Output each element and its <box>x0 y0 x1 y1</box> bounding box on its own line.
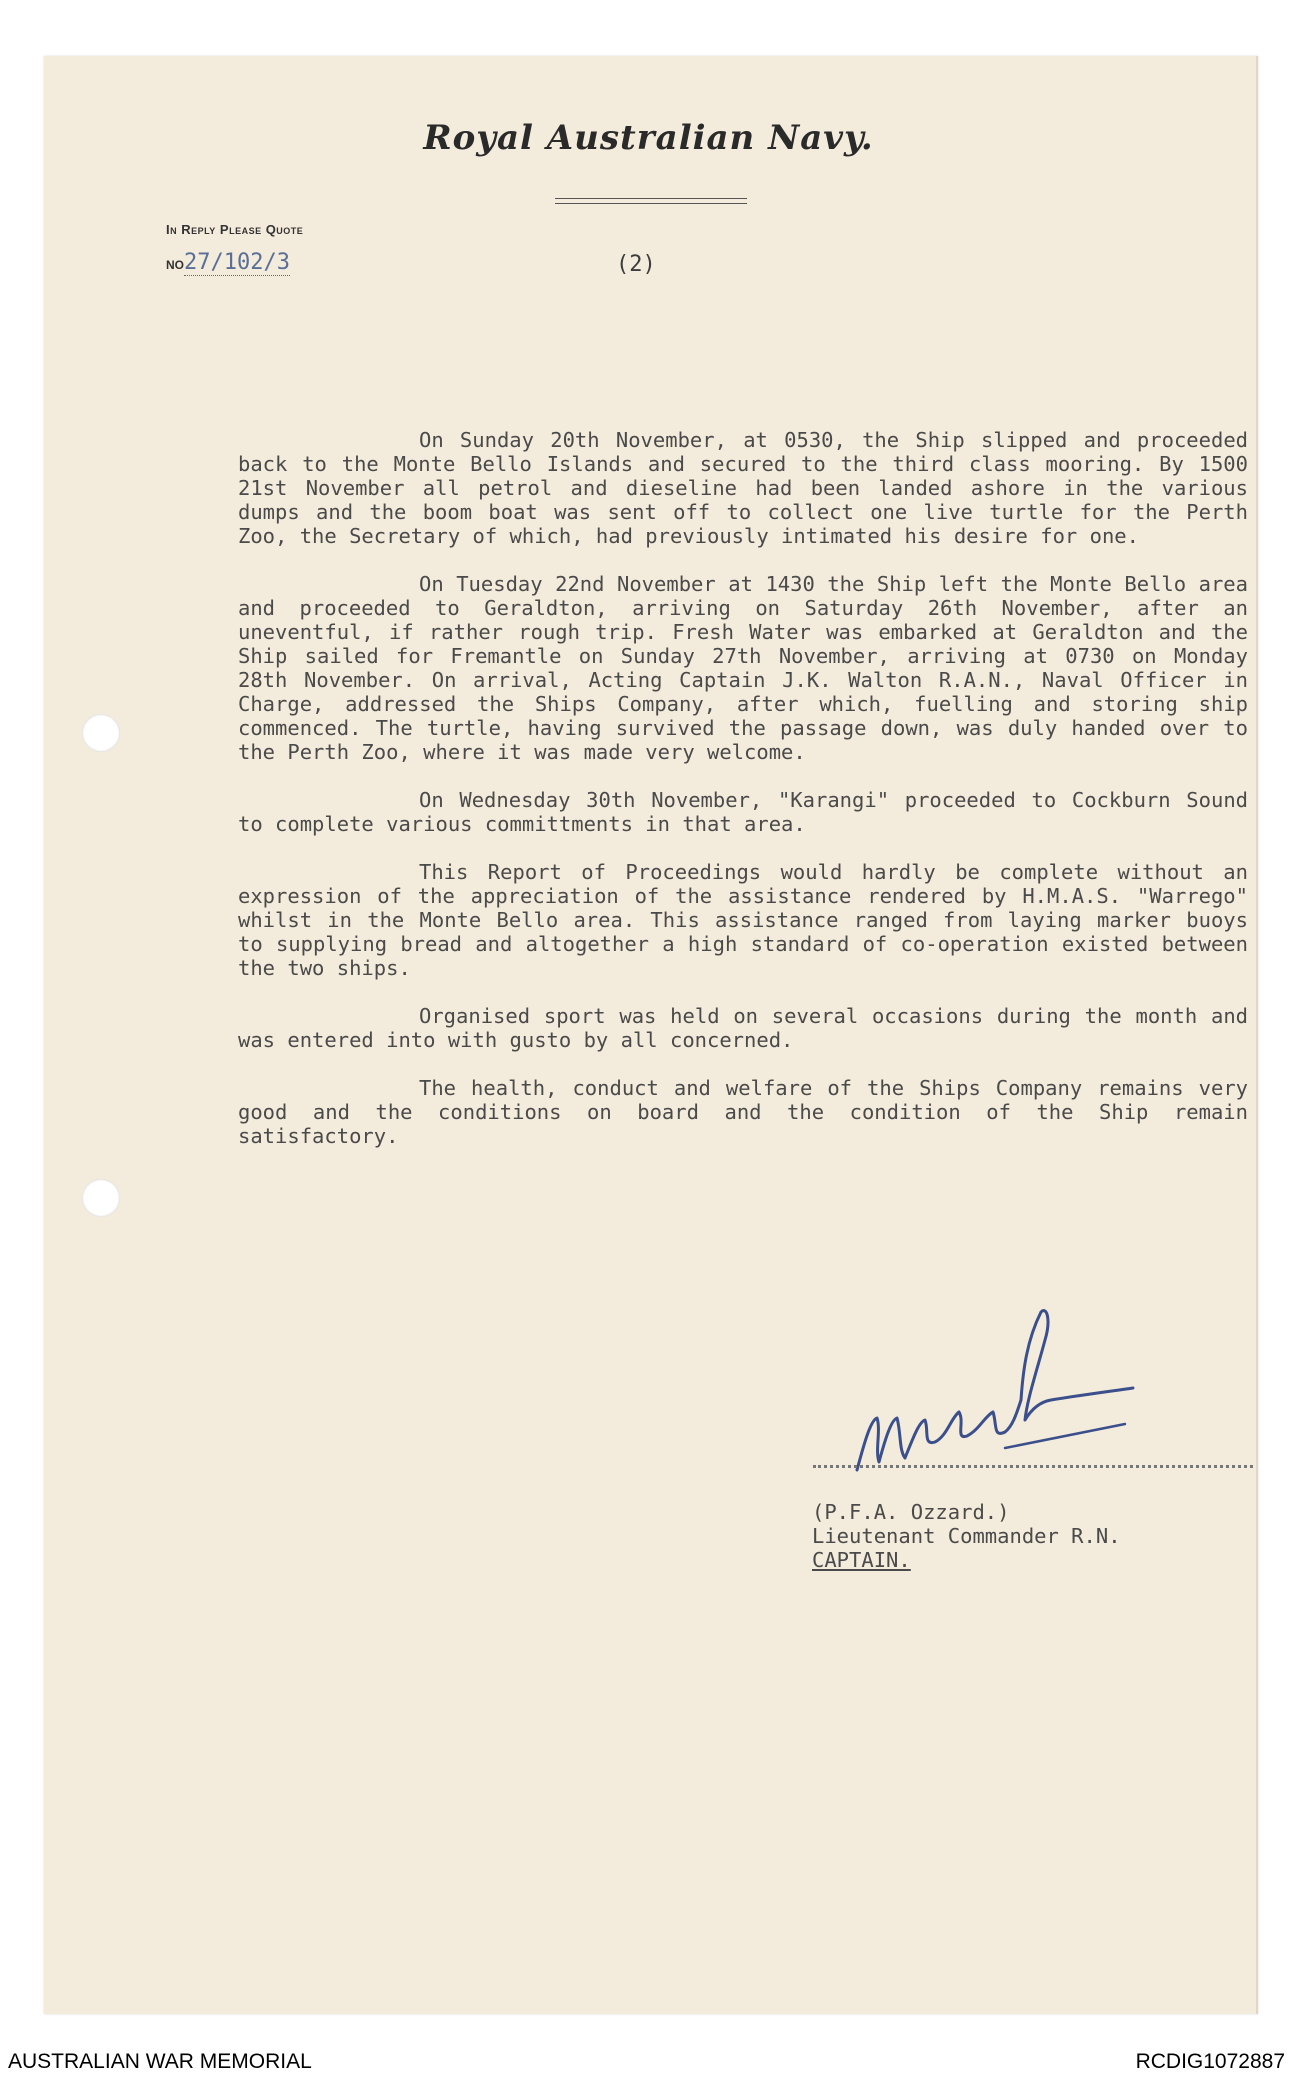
signatory-title: CAPTAIN. <box>812 1548 911 1572</box>
punch-hole-top <box>82 714 120 752</box>
reference-prefix: NO <box>166 258 184 272</box>
handwritten-signature <box>855 1300 1135 1480</box>
signatory-rank: Lieutenant Commander R.N. <box>812 1524 1121 1548</box>
paragraph: On Wednesday 30th November, "Karangi" proceeded to Cockburn Sound to complete various committments in that area. <box>238 788 1248 836</box>
footer-institution: AUSTRALIAN WAR MEMORIAL <box>8 2050 312 2073</box>
paragraph: On Sunday 20th November, at 0530, the Ship slipped and proceeded back to the Monte Bello Islands and secured to the third class mooring. By 1500 21st November all petrol and dieseline had been landed ashore in the various dumps and the boom boat was sent off to collect one live turtle for the Perth Zoo, the Secretary of which, had previously intimated his desire for one. <box>238 428 1248 548</box>
letterhead-rule-bottom <box>555 203 747 204</box>
reply-quote-label: In Reply Please Quote <box>166 222 304 237</box>
punch-hole-bottom <box>82 1179 120 1217</box>
signatory-name: (P.F.A. Ozzard.) <box>812 1500 1010 1524</box>
signature-dotted-line <box>813 1465 1253 1468</box>
letterhead-rule-top <box>555 198 747 199</box>
paragraph: On Tuesday 22nd November at 1430 the Ship left the Monte Bello area and proceeded to Geraldton, arriving on Saturday 26th November, after an uneventful, if rather rough trip. Fresh Water was embarked at Geraldton and the Ship sailed for Fremantle on Sunday 27th November, arriving at 0730 on Monday 28th November. On arrival, Acting Captain J.K. Walton R.A.N., Naval Officer in Charge, addressed the Ships Company, after which, fuelling and storing ship commenced. The turtle, having survived the passage down, was duly handed over to the Perth Zoo, where it was made very welcome. <box>238 572 1248 764</box>
reference-number-row <box>166 250 290 275</box>
footer-record-id: RCDIG1072887 <box>1135 2050 1285 2073</box>
paragraph: Organised sport was held on several occasions during the month and was entered into with gusto by all concerned. <box>238 1004 1248 1052</box>
paragraph: The health, conduct and welfare of the Ships Company remains very good and the conditions on board and the condition of the Ship remain satisfactory. <box>238 1076 1248 1148</box>
report-body <box>238 428 1248 1172</box>
paragraph: This Report of Proceedings would hardly be complete without an expression of the appreciation of the assistance rendered by H.M.A.S. "Warrego" whilst in the Monte Bello area. This assistance ranged from laying marker buoys to supplying bread and altogether a high standard of co-operation existed between the two ships. <box>238 860 1248 980</box>
page-number: (2) <box>616 252 656 277</box>
signature-block <box>812 1500 1121 1572</box>
reference-number: 27/102/3 <box>184 250 290 275</box>
signature-underline <box>1005 1424 1125 1448</box>
letterhead-title: Royal Australian Navy. <box>423 118 874 158</box>
signature-stroke <box>857 1311 1133 1470</box>
